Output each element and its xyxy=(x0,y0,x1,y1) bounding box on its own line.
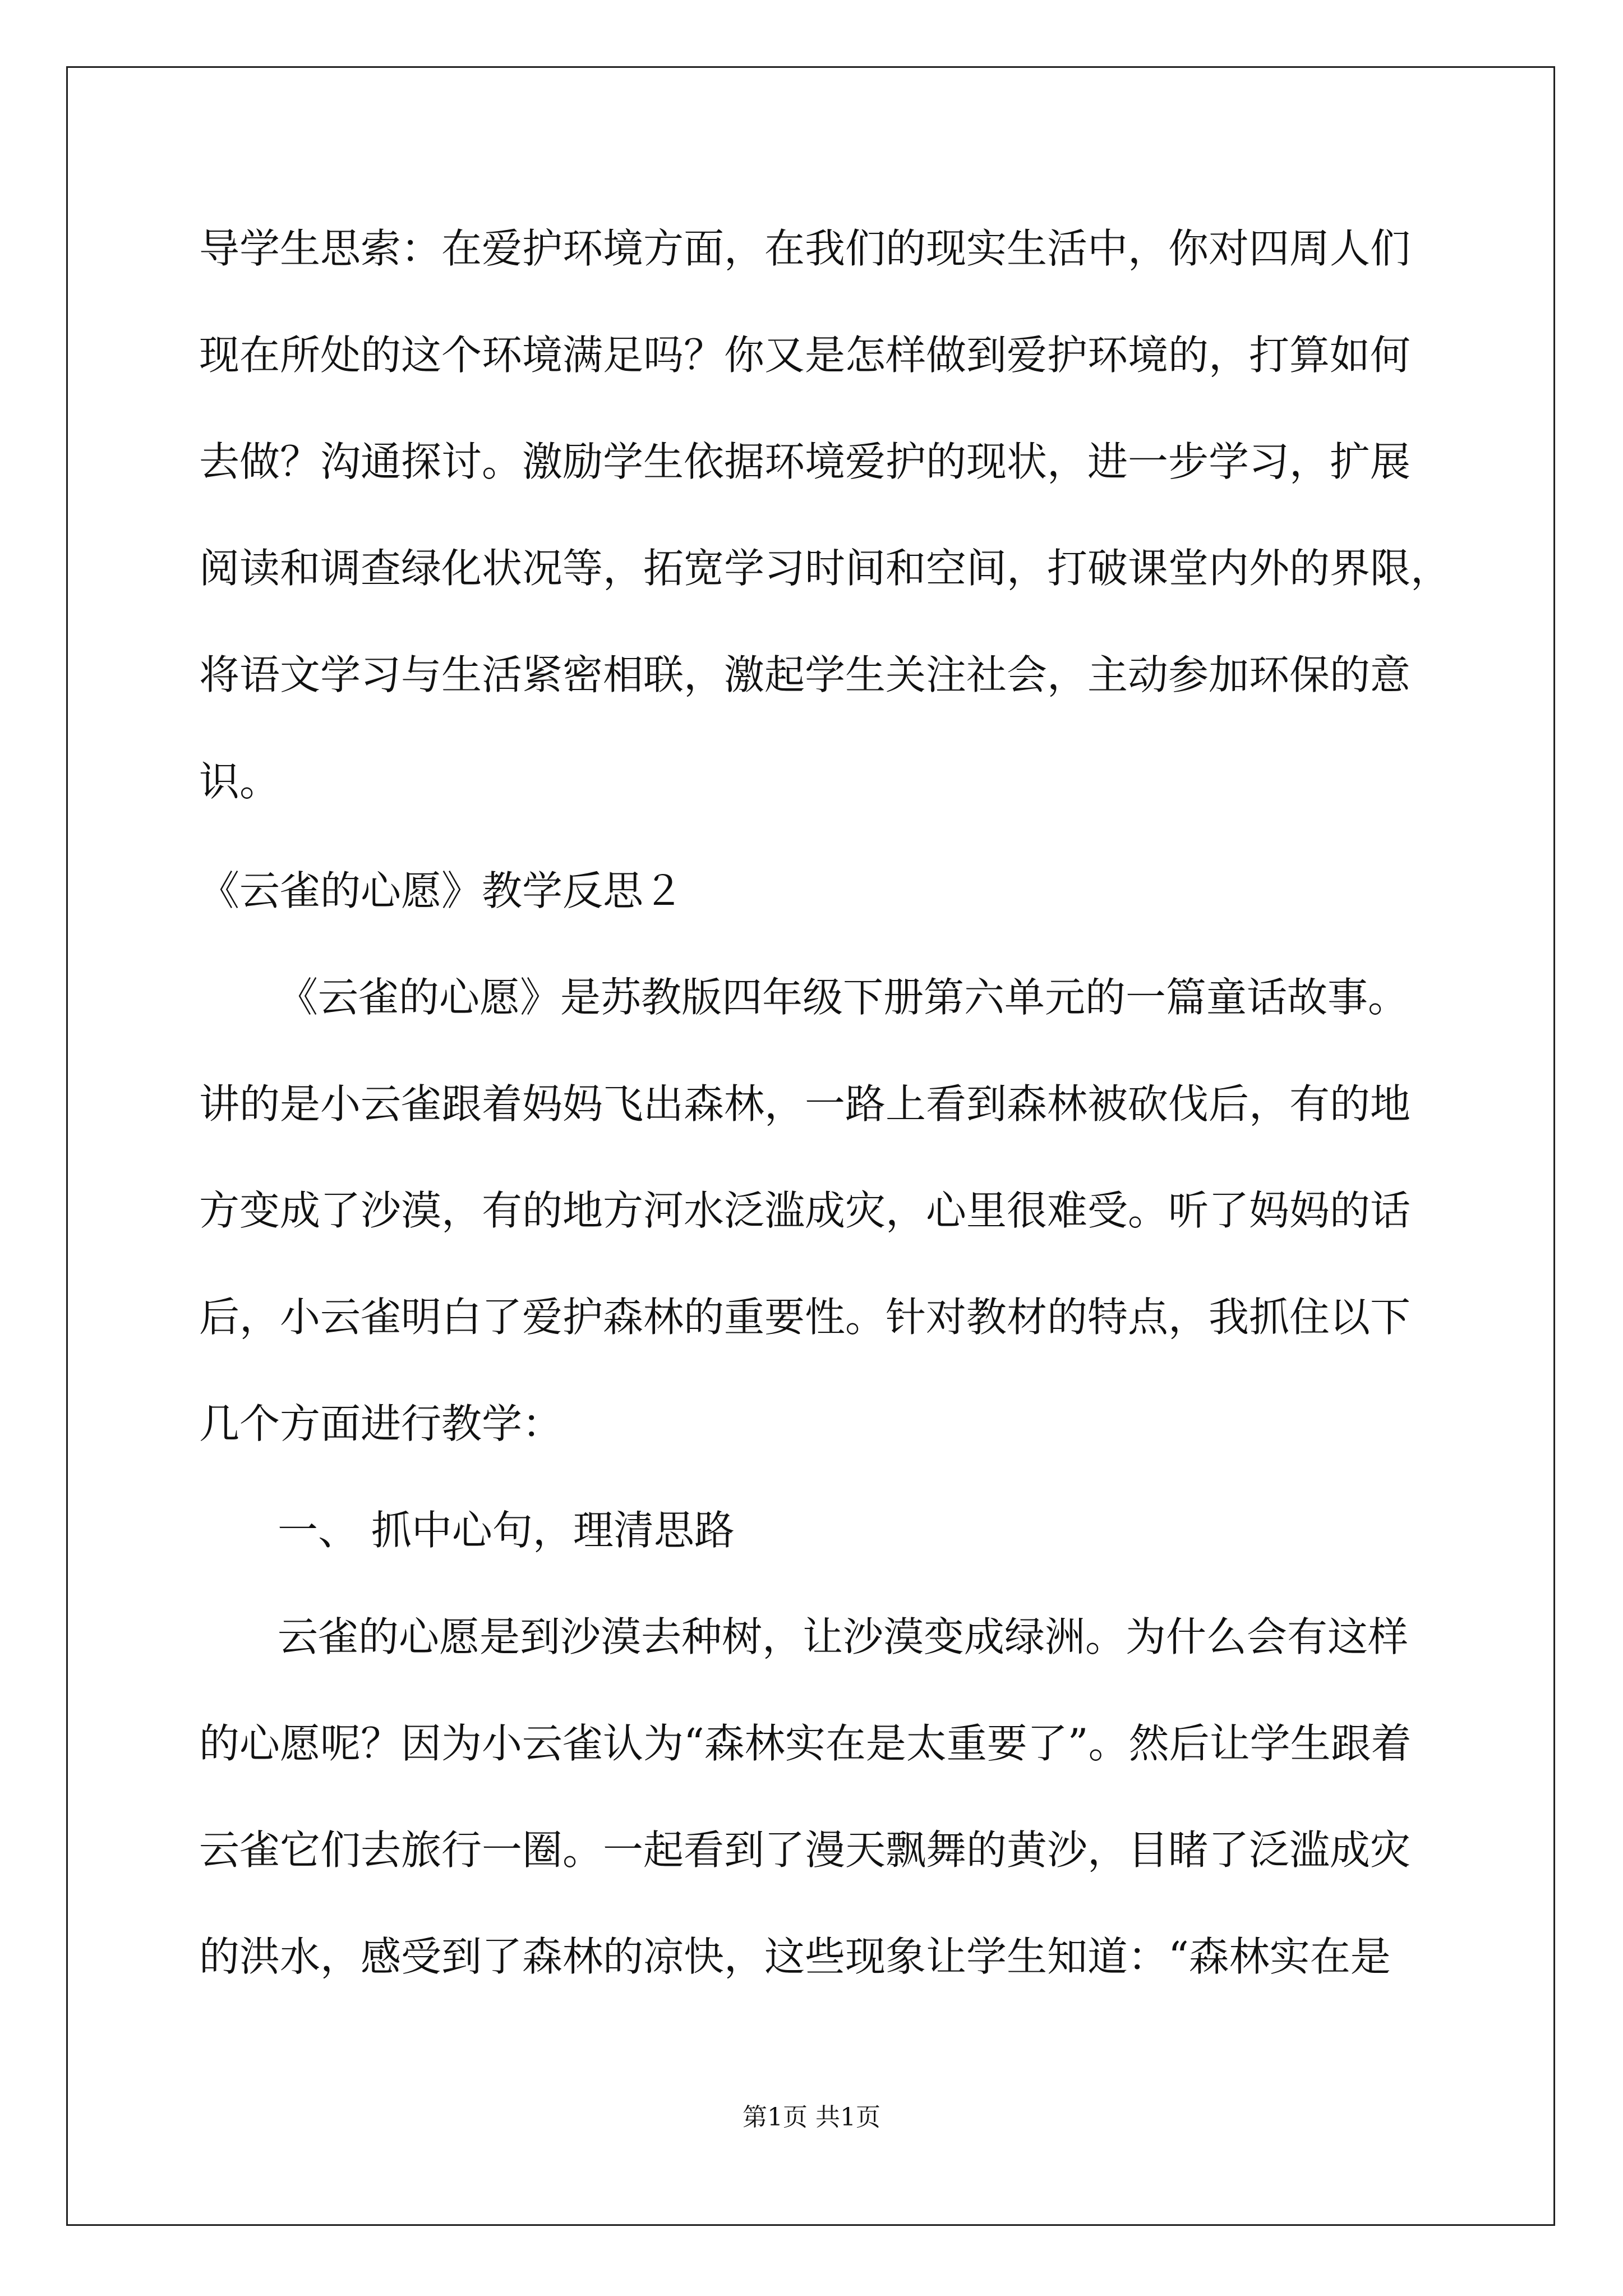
body-line: 现在所处的这个环境满足吗？你又是怎样做到爱护环境的，打算如何 xyxy=(199,332,1411,379)
body-line: 后，小云雀明白了爱护森林的重要性。针对教材的特点，我抓住以下 xyxy=(199,1294,1411,1341)
body-line: 几个方面进行教学： xyxy=(199,1400,563,1447)
body-line: 导学生思索：在爱护环境方面，在我们的现实生活中，你对四周人们 xyxy=(199,225,1411,272)
body-line: 的洪水，感受到了森林的凉快，这些现象让学生知道：“森林实在是 xyxy=(199,1933,1391,1980)
body-line: 讲的是小云雀跟着妈妈飞出森林，一路上看到森林被砍伐后，有的地 xyxy=(199,1080,1411,1128)
body-line: 去做？沟通探讨。激励学生依据环境爱护的现状，进一步学习，扩展 xyxy=(199,438,1411,485)
subsection-heading: 一、 抓中心句，理清思路 xyxy=(278,1507,735,1554)
body-line: 的心愿呢？因为小云雀认为“森林实在是太重要了”。然后让学生跟着 xyxy=(199,1720,1412,1767)
section-heading: 《云雀的心愿》教学反思２ xyxy=(199,867,684,914)
page-footer: 第1页 共1页 xyxy=(743,2103,880,2132)
body-line: 阅读和调查绿化状况等，拓宽学习时间和空间，打破课堂内外的界限， xyxy=(199,545,1451,592)
page-border xyxy=(66,66,1555,2226)
body-line: 识。 xyxy=(199,758,280,805)
body-line: 云雀它们去旅行一圈。一起看到了漫天飘舞的黄沙，目睹了泛滥成灾 xyxy=(199,1826,1411,1874)
body-line: 《云雀的心愿》是苏教版四年级下册第六单元的一篇童话故事。 xyxy=(278,974,1409,1021)
body-line: 将语文学习与生活紧密相联，激起学生关注社会，主动参加环保的意 xyxy=(199,651,1411,698)
body-line: 方变成了沙漠，有的地方河水泛滥成灾，心里很难受。听了妈妈的话 xyxy=(199,1187,1411,1234)
body-line: 云雀的心愿是到沙漠去种树，让沙漠变成绿洲。为什么会有这样 xyxy=(278,1613,1409,1660)
